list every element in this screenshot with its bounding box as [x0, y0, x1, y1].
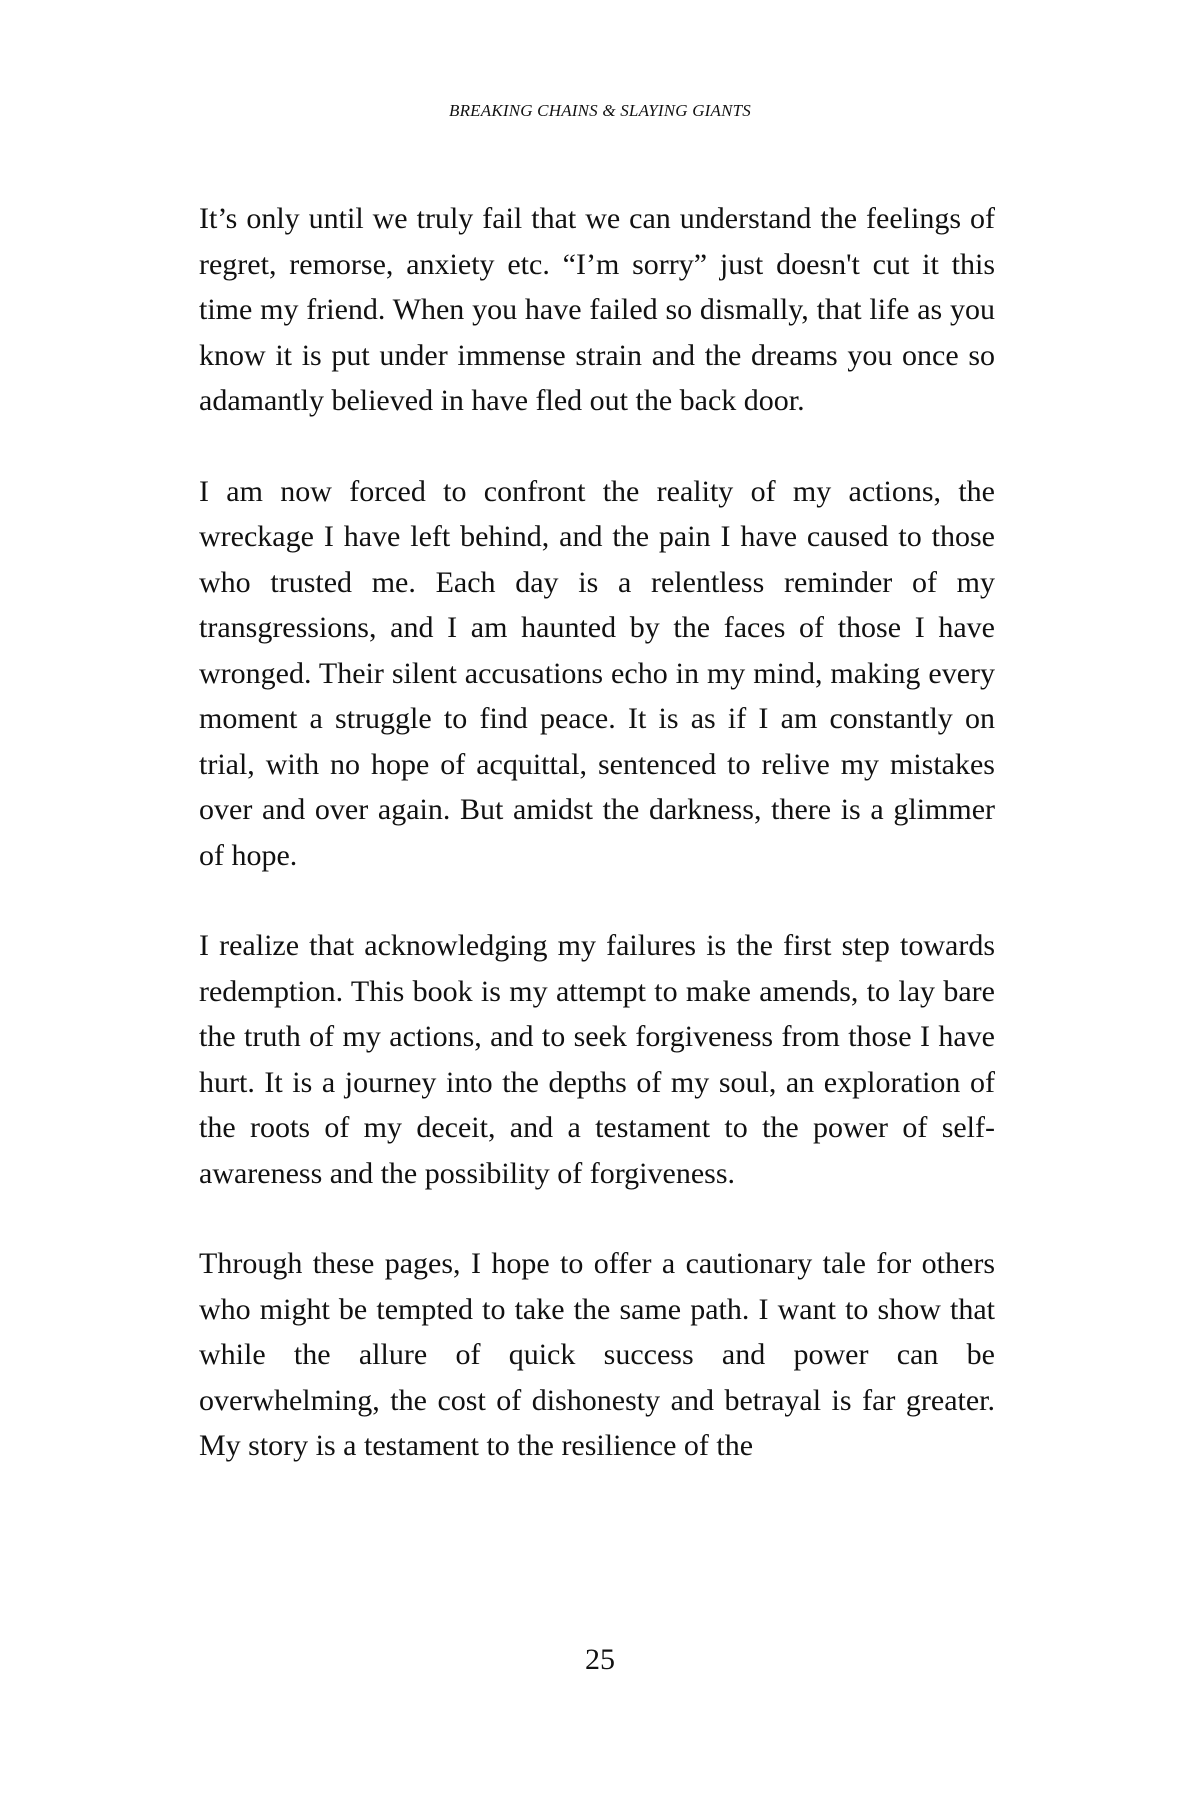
paragraph: Through these pages, I hope to offer a cautionary tale for others who might be tempted to take the same path. I want to show that while the allure of quick success and power can be overwhelming, the cost of dishonesty and betrayal is far greater. My story is a testament to the resilience of the [199, 1247, 995, 1462]
running-header: BREAKING CHAINS & SLAYING GIANTS [448, 101, 752, 120]
paragraph: I am now forced to confront the reality of my actions, the wreckage I have left behind, and the pain I have caused to those who trusted me. Each day is a relentless reminder of my transgressions, and I am haunted by the faces of those I have wronged. Their silent accusations echo in my mind, making every moment a struggle to find peace. It is as if I am constantly on trial, with no hope of acquittal, sentenced to relive my mistakes over and over again. But amidst the darkness, there is a glimmer of hope. [199, 474, 995, 872]
body-text [199, 196, 995, 1514]
paragraph: It’s only until we truly fail that we can understand the feelings of regret, remorse, anxiety etc. “I’m sorry” just doesn't cut it this time my friend. When you have failed so dismally, that life as you know it is put under immense strain and the dreams you once so adamantly believed in have fled out the back door. [199, 202, 995, 417]
page-number: 25 [585, 1643, 615, 1676]
paragraph: I realize that acknowledging my failures is the first step towards redemption. This book is my attempt to make amends, to lay bare the truth of my actions, and to seek forgiveness from those I have hurt. It is a journey into the depths of my soul, an exploration of the roots of my deceit, and a testament to the power of self-awareness and the possibility of forgiveness. [199, 929, 995, 1190]
